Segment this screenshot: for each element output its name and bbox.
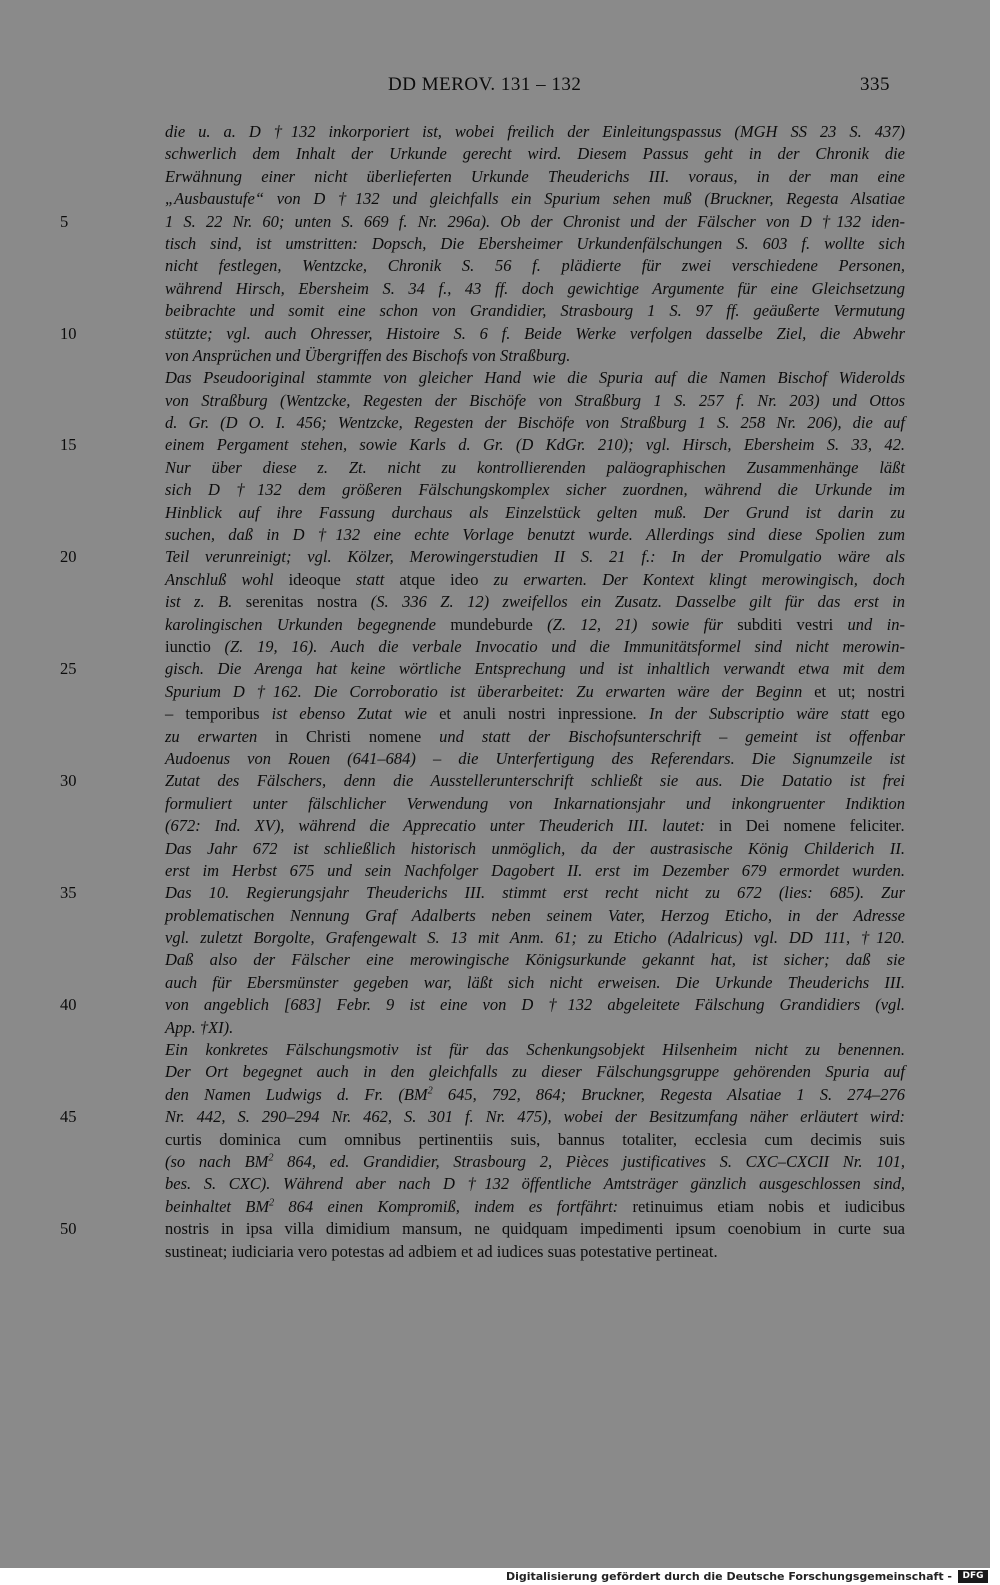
text-segment: bes. S. CXC). Während aber nach D †132 öffentliche Amtsträger gänzlich ausgeschlossen sind, bbox=[165, 1174, 905, 1194]
text-segment: 645, 792, 864; Bruckner, Regesta Alsatiae 1 S. 274–276 bbox=[432, 1084, 905, 1104]
text-segment: während Hirsch, Ebersheim S. 34 f., 43 ff. doch gewichtige Argumente für eine Gleichsetzung bbox=[165, 278, 905, 298]
text-segment: Daß also der Fälscher eine merowingische Königsurkunde gekannt hat, ist sicher; daß sie bbox=[165, 950, 905, 970]
footer-bar bbox=[0, 1568, 1000, 1585]
text-line bbox=[165, 166, 905, 188]
text-segment: stützte; vgl. auch Ohresser, Histoire S. 6 f. Beide Werke verfolgen dasselbe Ziel, die Abwehr bbox=[165, 323, 905, 343]
text-segment: Audoenus von Rouen (641–684) – die Unterfertigung des Referendars. Die Signumzeile ist bbox=[165, 748, 905, 768]
text-line bbox=[165, 1151, 905, 1173]
superscript: 2 bbox=[427, 1085, 433, 1097]
text-segment: ideoque bbox=[288, 569, 341, 589]
text-segment: Nur über diese z. Zt. nicht zu kontrollierenden paläographischen Zusammenhänge läßt bbox=[165, 457, 905, 477]
text-segment: karolingischen Urkunden begegnende bbox=[165, 614, 451, 634]
commentary-text bbox=[60, 121, 906, 1263]
text-segment: Das 10. Regierungsjahr Theuderichs III. stimmt erst recht nicht zu 672 (lies: 685). Zur bbox=[165, 883, 905, 903]
line-number: 30 bbox=[60, 771, 77, 791]
text-line bbox=[165, 1196, 905, 1218]
running-head: DD MEROV. 131 – 132 bbox=[388, 74, 582, 95]
text-line bbox=[165, 949, 905, 971]
text-segment: erst im Herbst 675 und sein Nachfolger Dagobert II. erst im Dezember 679 ermordet wurden. bbox=[165, 860, 905, 880]
text-line bbox=[60, 1218, 905, 1240]
line-number: 45 bbox=[60, 1107, 77, 1127]
superscript: 2 bbox=[268, 1152, 274, 1164]
text-segment: vgl. zuletzt Borgolte, Grafengewalt S. 13 mit Anm. 61; zu Eticho (Adalricus) vgl. DD 111, †120. bbox=[165, 928, 905, 948]
text-segment: die u. a. D †132 inkorporiert ist, wobei freilich der Einleitungspassus (MGH SS 23 S. 437) bbox=[165, 122, 905, 141]
text-segment: tisch sind, ist umstritten: Dopsch, Die Ebersheimer Urkundenfälschungen S. 603 f. wollte sich bbox=[165, 233, 905, 253]
text-line bbox=[60, 211, 905, 233]
text-segment: serenitas nostra bbox=[245, 592, 358, 612]
text-line bbox=[165, 1129, 905, 1151]
text-line bbox=[60, 658, 905, 680]
text-segment: curtis dominica cum omnibus pertinentiis suis, bannus totaliter, ecclesia cum decimis suis bbox=[165, 1129, 905, 1149]
text-line bbox=[165, 233, 905, 255]
text-line bbox=[165, 815, 905, 837]
line-number: 20 bbox=[60, 547, 77, 567]
text-line bbox=[165, 681, 905, 703]
text-segment: auch für Ebersmünster gegeben war, läßt sich nicht erweisen. Die Urkunde Theuderichs III. bbox=[165, 972, 905, 992]
text-segment: Hinblick auf ihre Fassung durchaus als Einzelstück gelten muß. Der Grund ist darin zu bbox=[165, 502, 905, 522]
text-segment: formuliert unter fälschlicher Verwendung von Inkarnationsjahr und inkongruenter Indiktion bbox=[165, 793, 905, 813]
text-segment: Das Jahr 672 ist schließlich historisch unmöglich, da der austrasische König Childerich II. bbox=[165, 838, 905, 858]
text-segment: beibrachte und somit eine schon von Grandidier, Strasbourg 1 S. 97 ff. geäußerte Vermutung bbox=[165, 301, 905, 321]
text-line bbox=[60, 770, 905, 792]
text-line bbox=[165, 1017, 905, 1039]
line-number: 35 bbox=[60, 883, 77, 903]
text-line bbox=[165, 278, 905, 300]
text-segment: „Ausbaustufe“ von D †132 und gleichfalls ein Spurium sehen muß (Bruckner, Regesta Alsatiae bbox=[165, 189, 905, 209]
text-segment: 1 S. 22 Nr. 60; unten S. 669 f. Nr. 296a). Ob der Chronist und der Fälscher von D †132 iden- bbox=[165, 211, 905, 231]
text-line bbox=[165, 726, 905, 748]
text-line bbox=[60, 323, 905, 345]
page-number: 335 bbox=[860, 74, 890, 95]
line-number: 25 bbox=[60, 659, 77, 679]
text-segment: in Christi nomene bbox=[275, 726, 422, 746]
text-segment: (S. 336 Z. 12) zweifellos ein Zusatz. Dasselbe gilt für das erst in bbox=[357, 592, 905, 612]
text-segment: 864, ed. Grandidier, Strasbourg 2, Pièces justificatives S. CXC–CXCII Nr. 101, bbox=[273, 1151, 905, 1171]
text-segment: . bbox=[900, 816, 906, 836]
text-segment: von Ansprüchen und Übergriffen des Bischofs von Straßburg. bbox=[165, 345, 571, 365]
text-segment: zu erwarten. Der Kontext klingt merowingisch, doch bbox=[478, 569, 905, 589]
text-line bbox=[165, 860, 905, 882]
text-segment: schwerlich dem Inhalt der Urkunde gerecht wird. Diesem Passus geht in der Chronik die bbox=[165, 144, 905, 164]
text-segment: Anschluß wohl bbox=[165, 569, 289, 589]
line-number: 10 bbox=[60, 323, 77, 343]
text-line bbox=[165, 927, 905, 949]
text-segment: mundeburde bbox=[450, 614, 533, 634]
text-line bbox=[165, 703, 905, 725]
text-segment: Der Ort begegnet auch in den gleichfalls zu dieser Fälschungsgruppe gehörenden Spuria auf bbox=[165, 1062, 905, 1082]
text-line bbox=[165, 457, 905, 479]
text-segment: iunctio bbox=[165, 636, 211, 656]
text-segment: (Z. 19, 16). Auch die verbale Invocatio und die Immunitätsformel sind nicht merowin- bbox=[210, 636, 905, 656]
text-segment: den Namen Ludwigs d. Fr. (BM bbox=[165, 1084, 428, 1104]
line-number: 50 bbox=[60, 1219, 77, 1239]
text-segment: Das Pseudooriginal stammte von gleicher Hand wie die Spuria auf die Namen Bischof Widerolds bbox=[165, 368, 905, 388]
dfg-logo: DFG bbox=[958, 1570, 988, 1583]
text-line bbox=[165, 502, 905, 524]
text-line bbox=[165, 748, 905, 770]
text-line bbox=[60, 1106, 905, 1128]
text-segment: App. †XI). bbox=[165, 1017, 234, 1037]
text-line bbox=[165, 345, 905, 367]
text-segment: nicht festlegen, Wentzcke, Chronik S. 56 f. plädierte für zwei verschiedene Personen, bbox=[165, 256, 905, 276]
text-line bbox=[165, 569, 905, 591]
text-segment: und statt der Bischofsunterschrift – gemeint ist offenbar bbox=[421, 726, 905, 746]
line-number: 5 bbox=[60, 211, 69, 231]
text-segment: sustineat; iudiciaria vero potestas ad adbiem et ad iudices suas potestative pertineat. bbox=[165, 1241, 718, 1261]
text-segment: atque ideo bbox=[399, 569, 479, 589]
text-segment: et anuli nostri inpressione bbox=[439, 704, 633, 724]
text-line bbox=[165, 143, 905, 165]
text-segment: gisch. Die Arenga hat keine wörtliche Entsprechung und ist inhaltlich verwandt etwa mit dem bbox=[165, 659, 905, 679]
text-line bbox=[165, 479, 905, 501]
line-number: 15 bbox=[60, 435, 77, 455]
text-segment: . In der Subscriptio wäre statt bbox=[632, 704, 882, 724]
text-segment: ist ebenso Zutat wie bbox=[259, 704, 440, 724]
page-header bbox=[0, 74, 990, 100]
text-segment: beinhaltet BM bbox=[165, 1196, 270, 1216]
text-line bbox=[165, 412, 905, 434]
text-segment: Nr. 442, S. 290–294 Nr. 462, S. 301 f. Nr. 475), wobei der Besitzumfang näher erläutert wird: bbox=[165, 1107, 905, 1127]
text-segment: – temporibus bbox=[165, 704, 260, 724]
text-line bbox=[60, 882, 905, 904]
text-line bbox=[165, 1061, 905, 1083]
text-segment: statt bbox=[340, 569, 400, 589]
text-line bbox=[165, 188, 905, 210]
text-segment: und in- bbox=[833, 614, 905, 634]
text-segment: suchen, daß in D †132 eine echte Vorlage benutzt wurde. Allerdings sind diese Spolien zum bbox=[165, 525, 905, 545]
text-segment: zu erwarten bbox=[165, 726, 276, 746]
text-line bbox=[165, 838, 905, 860]
text-line bbox=[60, 546, 905, 568]
text-line bbox=[165, 591, 905, 613]
text-line bbox=[60, 434, 905, 456]
text-segment: 864 einen Kompromiß, indem es fortfährt: bbox=[274, 1196, 633, 1216]
text-segment: Zutat des Fälschers, denn die Ausstellerunterschrift schließt sie aus. Die Datatio ist frei bbox=[165, 771, 905, 791]
text-segment: problematischen Nennung Graf Adalberts neben seinem Vater, Herzog Eticho, in der Adresse bbox=[165, 905, 905, 925]
text-line bbox=[165, 614, 905, 636]
text-line bbox=[165, 524, 905, 546]
text-line bbox=[165, 636, 905, 658]
text-segment: von Straßburg (Wentzcke, Regesten der Bischöfe von Straßburg 1 S. 257 f. Nr. 203) und Ottos bbox=[165, 390, 905, 410]
text-line bbox=[165, 367, 905, 389]
line-number: 40 bbox=[60, 995, 77, 1015]
text-segment: retinuimus etiam nobis et iudicibus bbox=[632, 1196, 906, 1216]
text-segment: Teil verunreinigt; vgl. Kölzer, Merowingerstudien II S. 21 f.: In der Promulgatio wäre als bbox=[165, 547, 905, 567]
text-segment: subditi vestri bbox=[737, 614, 834, 634]
text-line bbox=[165, 1039, 905, 1061]
text-segment: von angeblich [683] Febr. 9 ist eine von D †132 abgeleitete Fälschung Grandidiers (vgl. bbox=[165, 995, 905, 1015]
text-line bbox=[165, 1084, 905, 1106]
text-segment: Erwähnung einer nicht überlieferten Urkunde Theuderichs III. voraus, in der man eine bbox=[165, 166, 905, 186]
text-segment: nostris in ipsa villa dimidium mansum, ne quidquam impedimenti ipsum coenobium in curte sua bbox=[165, 1219, 905, 1239]
text-segment: sich D †132 dem größeren Fälschungskomplex sicher zuordnen, während die Urkunde im bbox=[165, 480, 905, 500]
text-line bbox=[165, 121, 905, 143]
text-segment: ego bbox=[881, 704, 905, 724]
text-segment: Ein konkretes Fälschungsmotiv ist für das Schenkungsobjekt Hilsenheim nicht zu benennen. bbox=[165, 1040, 905, 1060]
text-line bbox=[165, 905, 905, 927]
text-line bbox=[165, 1173, 905, 1195]
text-line bbox=[165, 300, 905, 322]
text-segment: ist z. B. bbox=[165, 592, 246, 612]
text-line bbox=[165, 972, 905, 994]
superscript: 2 bbox=[269, 1197, 275, 1209]
text-segment: et ut; nostri bbox=[814, 681, 905, 701]
text-segment: Spurium D †162. Die Corroboratio ist überarbeitet: Zu erwarten wäre der Beginn bbox=[165, 681, 815, 701]
text-line bbox=[165, 390, 905, 412]
text-segment: d. Gr. (D O. I. 456; Wentzcke, Regesten der Bischöfe von Straßburg 1 S. 258 Nr. 206), die auf bbox=[165, 413, 905, 433]
text-segment: (Z. 12, 21) sowie für bbox=[532, 614, 738, 634]
text-segment: in Dei nomene feliciter bbox=[719, 816, 901, 836]
text-line bbox=[60, 994, 905, 1016]
text-segment: (so nach BM bbox=[165, 1151, 269, 1171]
text-line bbox=[165, 1241, 905, 1263]
text-segment: (672: Ind. XV), während die Apprecatio unter Theuderich III. lautet: bbox=[165, 816, 719, 836]
text-line bbox=[165, 793, 905, 815]
text-line bbox=[165, 255, 905, 277]
funding-note: Digitalisierung gefördert durch die Deutsche Forschungsgemeinschaft - bbox=[505, 1570, 952, 1583]
text-segment: einem Pergament stehen, sowie Karls d. Gr. (D KdGr. 210); vgl. Hirsch, Ebersheim S. 33, 42. bbox=[165, 435, 905, 455]
